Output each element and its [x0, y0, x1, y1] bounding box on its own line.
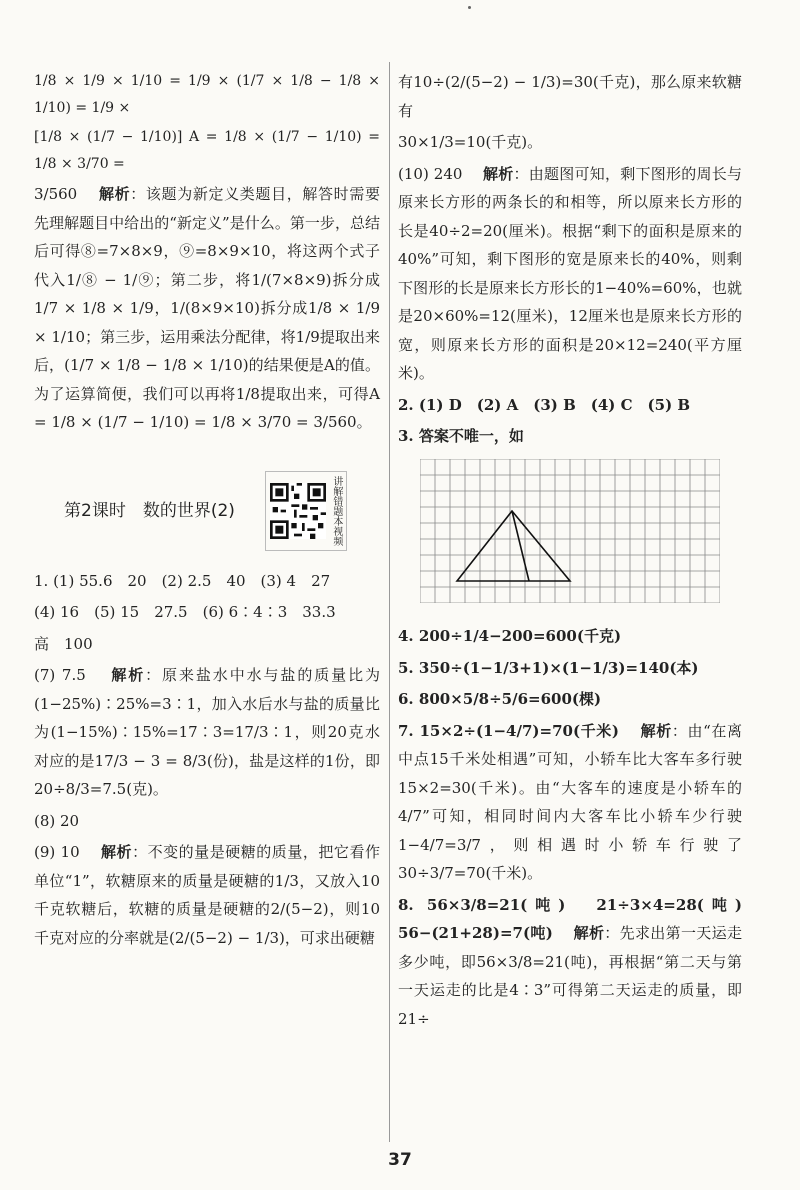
page-number: 37 — [388, 1150, 412, 1170]
answer: (9) 10 — [34, 843, 80, 862]
left-analysis — [34, 180, 380, 437]
q1-line-a: 1. (1) 55.6 20 (2) 2.5 40 (3) 4 27 — [34, 571, 331, 590]
left-column — [34, 68, 380, 955]
left-formula-1: 1/8 × 1/9 × 1/10 = 1/9 × (1/7 × 1/8 − 1/8 × 1/10) = 1/9 × — [34, 73, 380, 116]
q1-7-analysis — [34, 661, 380, 804]
left-formula-2: [1/8 × (1/7 − 1/10)] A = 1/8 × (1/7 − 1/10) = 1/8 × 3/70 = — [34, 129, 380, 172]
q1-line-c: 高 100 — [34, 634, 93, 653]
right-column — [398, 68, 758, 1036]
q1-line-b: (4) 16 (5) 15 27.5 (6) 6∶4∶3 33.3 — [34, 603, 336, 622]
analysis-text: ：不变的量是硬糖的质量，把它看作单位“1”，软糖原来的质量是硬糖的1/3，又放入10千克软糖后，软糖的质量是硬糖的2/(5−2)，则10千克对应的分率就是(2/(5−2) − 1/3)，可求出硬糖 — [34, 843, 380, 947]
q6: 6. 800×5/8÷5/6=600(棵) — [398, 690, 602, 708]
q2-answers: 2. (1) D (2) A (3) B (4) C (5) B — [398, 395, 691, 414]
analysis-text: ：该题为新定义类题目，解答时需要先理解题目中给出的“新定义”是什么。第一步，总结后可得⑧=7×8×9，⑨=8×9×10，将这两个式子代入1/⑧ − 1/⑨；第二步，将1/(7×8×9)拆分成1/7 × 1/8 × 1/9，1/(8×9×10)拆分成1/8 × 1/9 × 1/10；第三步，运用乘法分配律，将1/9提取出来后，(1/7 × 1/8 − 1/8 × 1/10)的结果便是A的值。为了运算简便，我们可以再将1/8提取出来，可得A = 1/8 × (1/7 − 1/10) = 1/8 × 3/70 = 3/560。 — [34, 185, 380, 432]
analysis-keyword: 解析 — [573, 924, 605, 942]
qr-code-box[interactable] — [265, 471, 347, 551]
grid-figure — [420, 459, 742, 613]
analysis-keyword: 解析 — [101, 843, 133, 862]
lesson-header — [64, 471, 380, 551]
analysis-text: ：先求出第一天运走多少吨，即56×3/8=21(吨)，再根据“第二天与第一天运走的比是4∶3”可得第二天运走的质量，即21÷ — [398, 924, 742, 1028]
analysis-keyword: 解析 — [98, 185, 131, 204]
print-mark — [468, 6, 471, 9]
q7-equation: 7. 15×2÷(1−4/7)=70(千米) — [398, 721, 619, 740]
right-line-2: 30×1/3=10(千克)。 — [398, 133, 543, 151]
analysis-keyword: 解析 — [640, 721, 672, 740]
analysis-text: ：由“在离中点15千米处相遇”可知，小轿车比大客车多行驶15×2=30(千米)。由“大客车的速度是小轿车的4/7”可知，相同时间内大客车比小轿车少行驶1−4/7=3/7，则相遇时小轿车行驶了30÷3/7=70(千米)。 — [398, 721, 742, 882]
qr-code-icon — [270, 483, 326, 539]
q10-analysis — [398, 160, 742, 388]
column-divider — [389, 62, 390, 1142]
lesson-title: 第2课时 数的世界(2) — [64, 500, 235, 521]
q8-analysis — [398, 891, 758, 1034]
q5: 5. 350÷(1−1/3+1)×(1−1/3)=140(本) — [398, 658, 699, 677]
qr-label: 讲解错题本视频 — [330, 475, 342, 546]
analysis-text: ：由题图可知，剩下图形的周长与原来长方形的两条长的和相等，所以原来长方形的长是40÷2=20(厘米)。根据“剩下的面积是原来的40%”可知，剩下图形的宽是原来长的40%，则剩下图形的长是原来长方形长的1−40%=60%，也就是20×60%=12(厘米)，12厘米也是原来长方形的宽，则原来长方形的面积是20×12=240(平方厘米)。 — [398, 164, 742, 382]
answer: (10) 240 — [398, 164, 463, 183]
analysis-keyword: 解析 — [482, 164, 514, 183]
analysis-text: ：原来盐水中水与盐的质量比为(1−25%)∶25%=3∶1，加入水后水与盐的质量比为(1−15%)∶15%=17∶3=17/3∶1，则20克水对应的是17/3 − 3 = 8/3(份)，盐是这样的1份，即20÷8/3=7.5(克)。 — [34, 666, 380, 799]
right-line-1: 有10÷(2/(5−2) − 1/3)=30(千克)，那么原来软糖有 — [398, 73, 742, 120]
analysis-keyword: 解析 — [111, 666, 146, 685]
triangle-grid — [420, 459, 720, 603]
q3-label: 3. 答案不唯一，如 — [398, 427, 524, 445]
q1-8: (8) 20 — [34, 811, 80, 830]
answer: 3/560 — [34, 185, 78, 204]
answer: (7) 7.5 — [34, 666, 86, 685]
q4: 4. 200÷1/4−200=600(千克) — [398, 627, 622, 645]
q7-analysis — [398, 717, 742, 888]
q1-9-analysis — [34, 838, 380, 952]
q8-equation: 8. 56×3/8=21(吨) 21÷3×4=28(吨) 56−(21+28)=7(吨) — [398, 895, 758, 942]
